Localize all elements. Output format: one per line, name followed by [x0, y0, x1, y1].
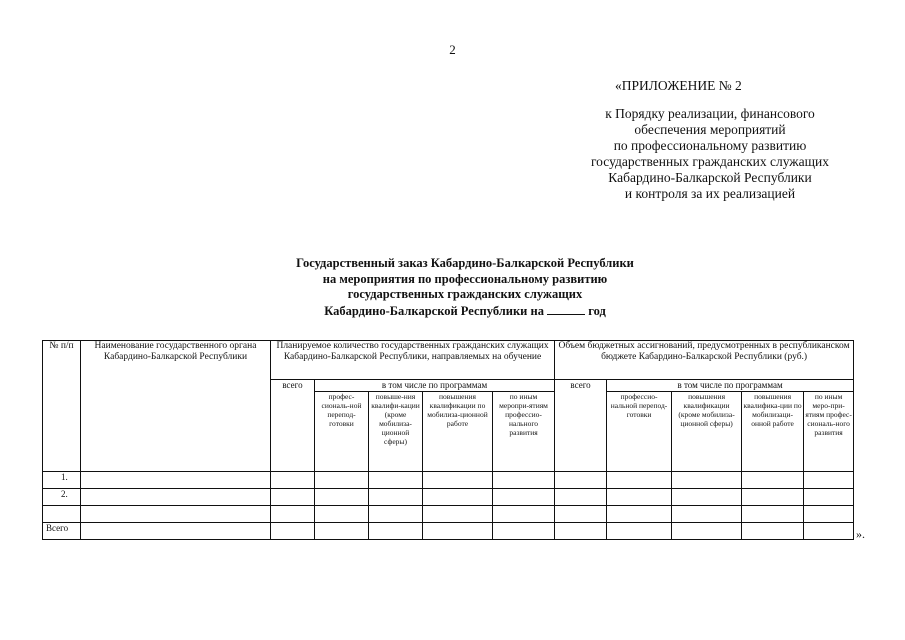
table-cell	[369, 506, 423, 523]
table-cell	[81, 472, 271, 489]
appendix-line: по профессиональному развитию	[613, 138, 807, 153]
row-number	[43, 506, 81, 523]
header-g2-program: повышения квалифика-ции по мобилизаци-онной работе	[742, 392, 804, 472]
table-cell	[804, 523, 854, 540]
table-cell	[493, 472, 555, 489]
year-blank-field	[547, 303, 585, 315]
table-cell	[555, 472, 607, 489]
table-cell	[315, 489, 369, 506]
title-line: на мероприятия по профессиональному развитию	[322, 271, 608, 286]
table-cell	[804, 472, 854, 489]
header-budget: Объем бюджетных ассигнований, предусмотренных в республиканском бюджете Кабардино-Балкарской Республики (руб.)	[555, 341, 854, 380]
total-row-label: Всего	[43, 523, 81, 540]
table-cell	[369, 523, 423, 540]
row-number: 2.	[43, 489, 81, 506]
appendix-line: Кабардино-Балкарской Республики	[608, 170, 812, 185]
title-line-year	[200, 303, 730, 320]
header-g1-total: всего	[271, 380, 315, 472]
table-cell	[607, 506, 672, 523]
table-cell	[423, 523, 493, 540]
table-cell	[81, 523, 271, 540]
appendix-line: и контроля за их реализацией	[624, 186, 796, 201]
header-g2-total: всего	[555, 380, 607, 472]
table-row	[43, 489, 854, 506]
table-cell	[369, 489, 423, 506]
header-g2-program: профессио-нальной перепод-готовки	[607, 392, 672, 472]
header-g1-program: повыше-ния квалифи-кации (кроме мобилиза-ционной сферы)	[369, 392, 423, 472]
closing-quote-mark: ».	[856, 527, 865, 541]
table-cell	[315, 472, 369, 489]
table-cell	[423, 472, 493, 489]
table-cell	[493, 489, 555, 506]
table-cell	[804, 506, 854, 523]
table-cell	[81, 506, 271, 523]
table-cell	[672, 472, 742, 489]
header-planned-count: Планируемое количество государственных гражданских служащих Кабардино-Балкарской Республики, направляемых на обучение	[271, 341, 555, 380]
appendix-line: к Порядку реализации, финансового	[605, 106, 815, 121]
table-cell	[493, 523, 555, 540]
appendix-line: обеспечения мероприятий	[634, 122, 786, 137]
table-cell	[742, 472, 804, 489]
table-cell	[271, 489, 315, 506]
table-total-row	[43, 523, 854, 540]
header-g1-program: по иным меропри-ятиям профессио-нального развития	[493, 392, 555, 472]
table-cell	[423, 506, 493, 523]
document-title	[200, 256, 730, 319]
row-number: 1.	[43, 472, 81, 489]
table-row	[43, 472, 854, 489]
table-cell	[607, 523, 672, 540]
header-g2-programs: в том числе по программам	[607, 380, 854, 392]
table-cell	[81, 489, 271, 506]
table-cell	[271, 472, 315, 489]
table-cell	[369, 472, 423, 489]
table-cell	[555, 489, 607, 506]
table-cell	[804, 489, 854, 506]
header-g1-program: профес-сиональ-ной перепод-готовки	[315, 392, 369, 472]
table-cell	[672, 523, 742, 540]
table-cell	[555, 506, 607, 523]
header-g2-program: повышения квалификации (кроме мобилиза-ционной сферы)	[672, 392, 742, 472]
appendix-block	[560, 78, 860, 202]
table-cell	[271, 523, 315, 540]
title-year-suffix: год	[588, 303, 606, 318]
table-cell	[555, 523, 607, 540]
header-agency-name: Наименование государственного органа Кабардино-Балкарской Республики	[81, 341, 271, 472]
appendix-heading: «ПРИЛОЖЕНИЕ № 2	[615, 78, 742, 93]
table-cell	[742, 489, 804, 506]
header-g1-program: повышения квалификации по мобилиза-ционной работе	[423, 392, 493, 472]
table-cell	[607, 472, 672, 489]
title-line: Государственный заказ Кабардино-Балкарской Республики	[296, 256, 634, 270]
table-cell	[672, 506, 742, 523]
table-cell	[315, 523, 369, 540]
table-cell	[742, 506, 804, 523]
header-number: № п/п	[43, 341, 81, 472]
header-g1-programs: в том числе по программам	[315, 380, 555, 392]
table-row	[43, 506, 854, 523]
appendix-line: государственных гражданских служащих	[590, 154, 830, 169]
state-order-table	[42, 340, 854, 540]
table-cell	[423, 489, 493, 506]
title-year-prefix: Кабардино-Балкарской Республики на	[324, 303, 544, 318]
page-number: 2	[449, 42, 456, 57]
table-cell	[672, 489, 742, 506]
table-cell	[493, 506, 555, 523]
table-cell	[607, 489, 672, 506]
table-cell	[742, 523, 804, 540]
title-line: государственных гражданских служащих	[347, 287, 583, 301]
header-g2-program: по иным меро-при-ятиям профес-сиональ-ного развития	[804, 392, 854, 472]
table-cell	[315, 506, 369, 523]
table-cell	[271, 506, 315, 523]
